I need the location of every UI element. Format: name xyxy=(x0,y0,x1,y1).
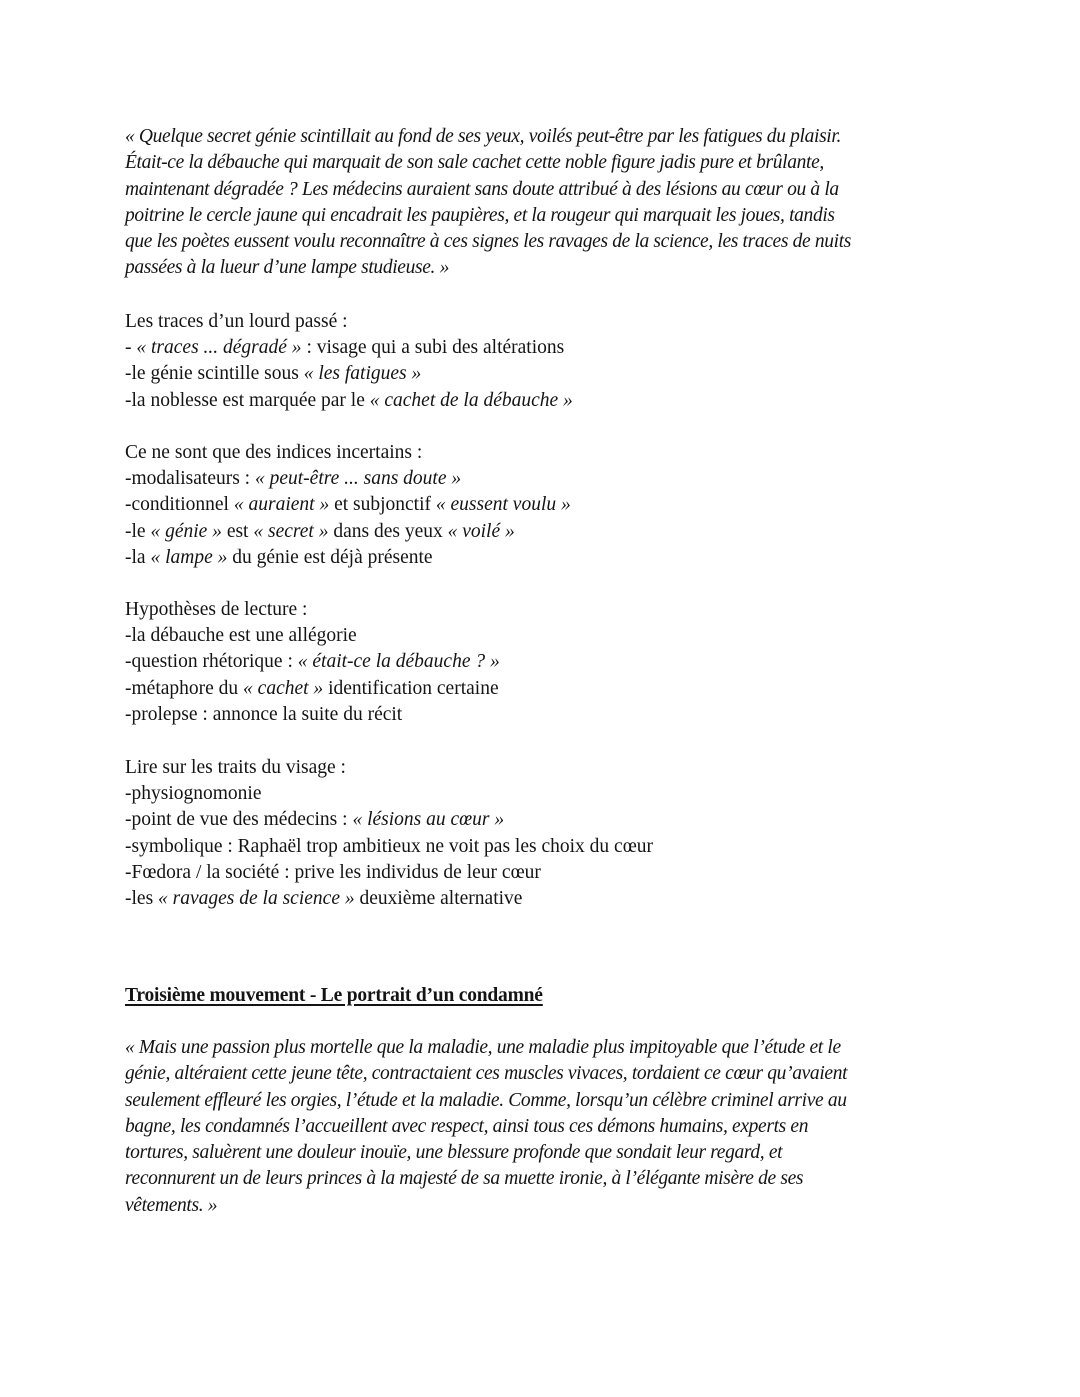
citation: « lampe » xyxy=(150,546,228,568)
section-title: Lire sur les traits du visage : xyxy=(125,757,346,778)
quote-line: génie, altéraient cette jeune tête, contractaient ces muscles vivaces, tordaient ce cœur qu’avaient xyxy=(125,1063,848,1085)
list-item: -la débauche est une allégorie xyxy=(125,625,357,647)
list-item: -la « lampe » du génie est déjà présente xyxy=(125,546,433,568)
list-item: -physiognomonie xyxy=(125,783,262,805)
section-heading: Troisième mouvement - Le portrait d’un condamné xyxy=(125,985,543,1006)
list-item: -point de vue des médecins : « lésions au cœur » xyxy=(125,809,505,831)
list-item: -conditionnel « auraient » et subjonctif « eussent voulu » xyxy=(125,494,571,516)
section-title: Ce ne sont que des indices incertains : xyxy=(125,442,423,463)
list-item: -le « génie » est « secret » dans des yeux « voilé » xyxy=(125,520,515,542)
list-item: -prolepse : annonce la suite du récit xyxy=(125,703,403,725)
quote-line: poitrine le cercle jaune qui encadrait les paupières, et la rougeur qui marquait les joues, tandis xyxy=(125,204,835,226)
quote-line: que les poètes eussent voulu reconnaître à ces signes les ravages de la science, les traces de nuits xyxy=(125,231,852,253)
quote-line: tortures, saluèrent une douleur inouïe, une blessure profonde que sondait leur regard, et xyxy=(125,1142,783,1164)
analysis-section-indices xyxy=(125,440,965,571)
quotation-passage-2 xyxy=(125,1035,965,1219)
section-title: Hypothèses de lecture : xyxy=(125,599,308,620)
quote-line: seulement effleuré les orgies, l’étude et la maladie. Comme, lorsqu’un célèbre criminel arrive au xyxy=(125,1089,847,1111)
list-item: -le génie scintille sous « les fatigues » xyxy=(125,363,422,385)
list-item: - « traces ... dégradé » : visage qui a subi des altérations xyxy=(125,337,565,359)
citation: « lésions au cœur » xyxy=(352,809,505,831)
citation: « auraient » xyxy=(233,494,330,516)
list-item: -la noblesse est marquée par le « cachet de la débauche » xyxy=(125,389,573,411)
citation: « traces ... dégradé » xyxy=(136,337,302,359)
quote-line: « Mais une passion plus mortelle que la maladie, une maladie plus impitoyable que l’étude et le xyxy=(125,1037,841,1058)
list-item: -modalisateurs : « peut-être ... sans doute » xyxy=(125,468,462,490)
section-title: Les traces d’un lourd passé : xyxy=(125,311,348,332)
list-item: -les « ravages de la science » deuxième alternative xyxy=(125,887,523,909)
quote-line: maintenant dégradée ? Les médecins auraient sans doute attribué à des lésions au cœur ou à la xyxy=(125,178,839,200)
quote-line: vêtements. » xyxy=(125,1194,218,1216)
citation: « secret » xyxy=(253,520,329,542)
citation: « était-ce la débauche ? » xyxy=(297,651,500,673)
citation: « cachet de la débauche » xyxy=(369,389,573,411)
list-item: -symbolique : Raphaël trop ambitieux ne voit pas les choix du cœur xyxy=(125,835,654,857)
citation: « voilé » xyxy=(447,520,515,542)
analysis-section-visage xyxy=(125,755,965,912)
quote-line: reconnurent un de leurs princes à la majesté de sa muette ironie, à l’élégante misère de ses xyxy=(125,1168,804,1190)
citation: « peut-être ... sans doute » xyxy=(254,468,462,490)
analysis-section-hypotheses xyxy=(125,597,965,728)
citation: « eussent voulu » xyxy=(435,494,571,516)
quote-line: passées à la lueur d’une lampe studieuse. » xyxy=(125,257,449,279)
quote-line: Était-ce la débauche qui marquait de son sale cachet cette noble figure jadis pure et brûlante, xyxy=(125,152,824,174)
list-item: -Fœdora / la société : prive les individus de leur cœur xyxy=(125,861,541,883)
quote-line: bagne, les condamnés l’accueillent avec respect, ainsi tous ces démons humains, experts en xyxy=(125,1115,809,1137)
quote-line: « Quelque secret génie scintillait au fond de ses yeux, voilés peut-être par les fatigues du plaisir. xyxy=(125,126,841,147)
citation: « génie » xyxy=(150,520,222,542)
citation: « cachet » xyxy=(243,677,324,699)
analysis-section-traces xyxy=(125,309,965,414)
citation: « ravages de la science » xyxy=(158,887,355,909)
list-item: -question rhétorique : « était-ce la débauche ? » xyxy=(125,651,500,673)
quotation-passage-1 xyxy=(125,124,965,282)
citation: « les fatigues » xyxy=(303,363,422,385)
list-item: -métaphore du « cachet » identification certaine xyxy=(125,677,499,699)
